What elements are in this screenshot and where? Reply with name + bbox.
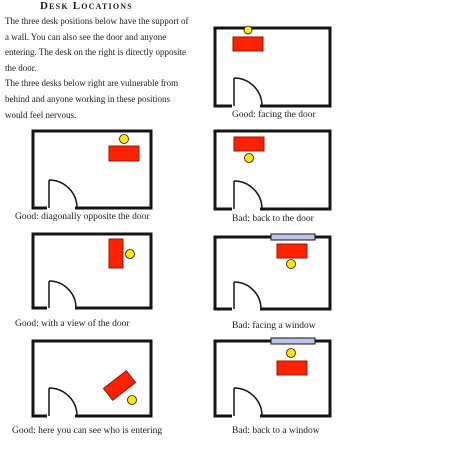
door-swing: [49, 180, 77, 208]
caption-good-see-entering: Good: here you can see who is entering: [12, 426, 163, 436]
door-swing: [234, 282, 261, 309]
desk: [233, 37, 263, 51]
room-good-view-of-door: [25, 226, 160, 316]
door-swing: [49, 281, 76, 308]
room-walls: [215, 131, 330, 209]
chair: [126, 250, 135, 259]
door-swing: [49, 388, 77, 416]
room-bad-back-to-door: [205, 123, 340, 213]
room-walls: [33, 131, 151, 208]
chair: [244, 26, 252, 34]
door-swing: [234, 388, 262, 416]
chair: [128, 396, 137, 405]
room-walls: [215, 237, 330, 309]
chair: [287, 349, 296, 358]
room-walls: [33, 341, 151, 416]
desk: [109, 146, 139, 161]
desk: [277, 361, 307, 375]
door-swing: [234, 78, 262, 106]
caption-good-diagonal: Good: diagonally opposite the door: [15, 212, 150, 222]
desk: [277, 244, 307, 258]
room-good-facing-door: [205, 20, 340, 110]
room-bad-back-to-window: [205, 333, 340, 425]
door-swing: [234, 181, 262, 209]
caption-bad-back-to-window: Bad: back to a window: [232, 426, 320, 436]
caption-bad-facing-window: Bad: facing a window: [232, 321, 316, 331]
caption-bad-back-to-door: Bad: back to the door: [232, 214, 314, 224]
room-walls: [215, 28, 330, 106]
page-title: Desk Locations: [40, 0, 133, 12]
chair: [245, 154, 254, 163]
intro-paragraph-1: The three desk positions below have the support of a wall. You can also see the door and anyone entering. The desk on the right is directly opposite the door.: [5, 16, 189, 73]
caption-good-facing-door: Good: facing the door: [232, 110, 316, 120]
caption-good-view-of-door: Good: with a view of the door: [15, 319, 130, 329]
intro-text: [5, 14, 191, 123]
desk: [109, 239, 123, 268]
room-bad-facing-window: [205, 229, 340, 319]
room-walls: [215, 341, 330, 416]
room-good-see-entering: [25, 333, 160, 425]
chair: [120, 135, 129, 144]
room-walls: [33, 234, 151, 308]
room-good-diagonal: [25, 122, 160, 212]
desk: [234, 137, 264, 151]
window: [271, 234, 315, 240]
chair: [287, 260, 296, 269]
intro-paragraph-2: The three desks below right are vulnerable from behind and anyone working in these positions would feel nervous.: [5, 78, 179, 120]
window: [271, 338, 315, 344]
